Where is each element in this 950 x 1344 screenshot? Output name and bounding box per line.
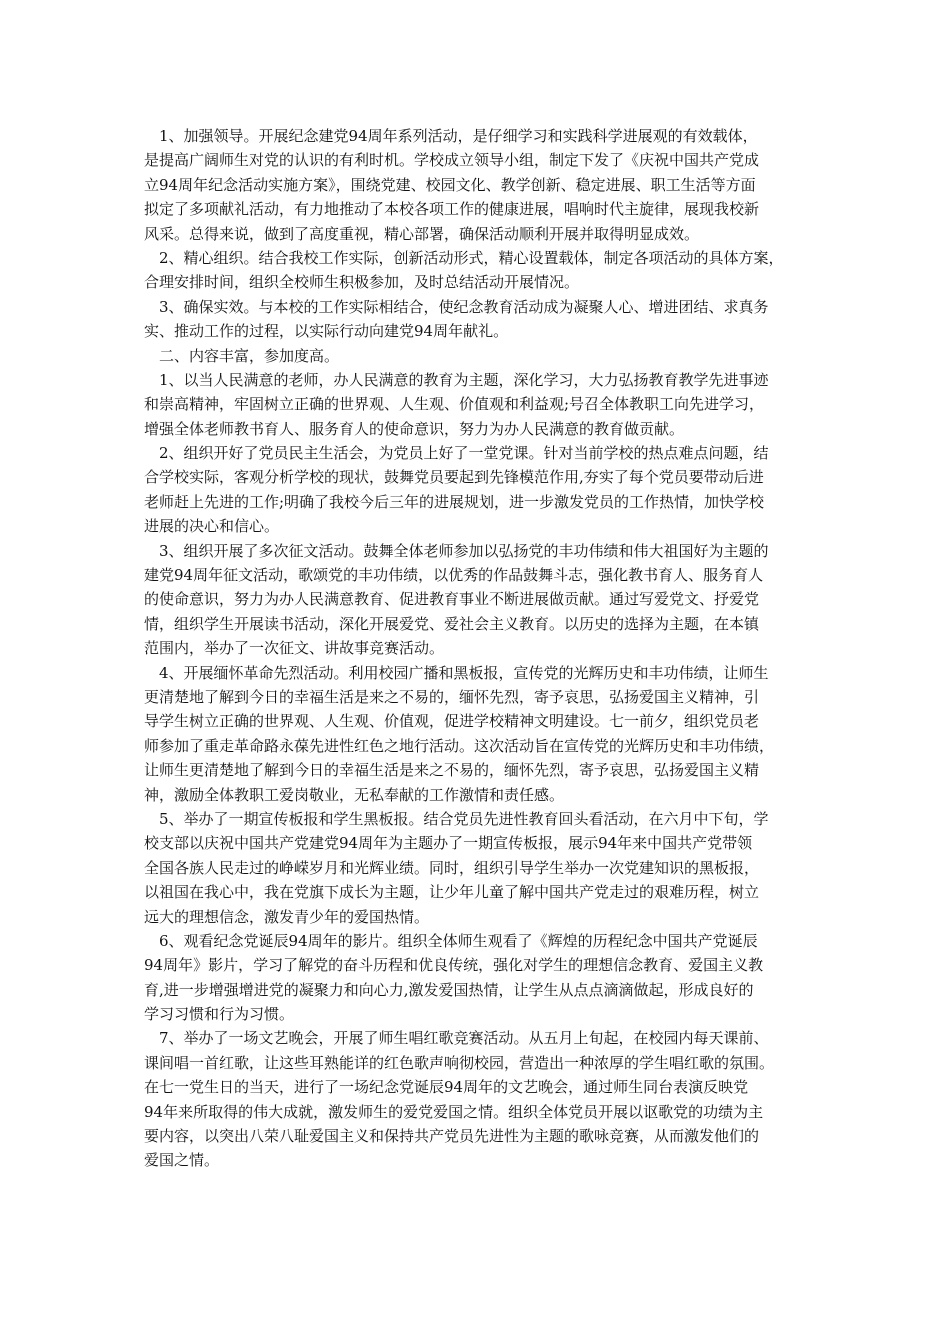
text-line: 是提高广阔师生对党的认识的有利时机。学校成立领导小组，制定下发了《庆祝中国共产党成	[144, 151, 760, 170]
paragraph	[144, 1026, 816, 1172]
paragraph	[144, 807, 816, 929]
text-line: 3、组织开展了多次征文活动。鼓舞全体老师参加以弘扬党的丰功伟绩和伟大祖国好为主题的	[144, 541, 769, 560]
text-line: 全国各族人民走过的峥嵘岁月和光辉业绩。同时，组织引导学生举办一次党建知识的黑板报，	[144, 858, 760, 877]
text-line: 在七一党生日的当天，进行了一场纪念党诞辰94周年的文艺晚会，通过师生同台表演反映党	[144, 1078, 749, 1097]
text-line: 更清楚地了解到今日的幸福生活是来之不易的，缅怀先烈，寄予哀思，弘扬爱国主义精神，引	[144, 687, 760, 706]
text-line: 立94周年纪念活动实施方案》，围绕党建、校园文化、教学创新、稳定进展、职工生活等方面	[144, 175, 756, 194]
text-line: 94年来所取得的伟大成就，激发师生的爱党爱国之情。组织全体党员开展以讴歌党的功绩为主	[144, 1102, 764, 1121]
text-line: 94周年》影片，学习了解党的奋斗历程和优良传统，强化对学生的理想信念教育、爱国主义教	[144, 956, 764, 975]
text-line: 7、举办了一场文艺晚会，开展了师生唱红歌竞赛活动。从五月上旬起，在校园内每天课前、	[144, 1029, 769, 1048]
text-line: 神，激励全体教职工爱岗敬业，无私奉献的工作激情和责任感。	[144, 785, 565, 804]
text-line: 5、举办了一期宣传板报和学生黑板报。结合党员先进性教育回头看活动，在六月中下旬，学	[144, 809, 769, 828]
text-line: 的使命意识，努力为办人民满意教育、促进教育事业不断进展做贡献。通过写爱党文、抒爱党	[144, 590, 760, 609]
text-line: 学习习惯和行为习惯。	[144, 1005, 295, 1024]
text-line: 要内容，以突出八荣八耻爱国主义和保持共产党员先进性为主题的歌咏竞赛，从而激发他们的	[144, 1127, 760, 1146]
text-line: 师参加了重走革命路永葆先进性红色之地行活动。这次活动旨在宣传党的光辉历史和丰功伟绩，	[144, 736, 775, 755]
text-line: 和崇高精神，牢固树立正确的世界观、人生观、价值观和利益观;号召全体教职工向先进学习，	[144, 395, 765, 414]
text-line: 4、开展缅怀革命先烈活动。利用校园广播和黑板报，宣传党的光辉历史和丰功伟绩，让师生	[144, 663, 769, 682]
text-line: 远大的理想信念，激发青少年的爱国热情。	[144, 907, 430, 926]
text-line: 二、内容丰富，参加度高。	[144, 346, 340, 365]
text-line: 老师赶上先进的工作;明确了我校今后三年的进展规划，进一步激发党员的工作热情，加快学校	[144, 492, 765, 511]
text-line: 课间唱一首红歌，让这些耳熟能详的红色歌声响彻校园，营造出一种浓厚的学生唱红歌的氛围。	[144, 1053, 775, 1072]
text-line: 实、推动工作的过程，以实际行动向建党94周年献礼。	[144, 322, 509, 341]
paragraph	[144, 295, 816, 344]
text-line: 拟定了多项献礼活动，有力地推动了本校各项工作的健康进展，唱响时代主旋律，展现我校新	[144, 200, 760, 219]
text-line: 育,进一步增强增进党的凝聚力和向心力,激发爱国热情，让学生从点点滴滴做起，形成良好的	[144, 980, 754, 999]
paragraph	[144, 929, 816, 1027]
text-line: 范围内，举办了一次征文、讲故事竞赛活动。	[144, 639, 445, 658]
text-line: 让师生更清楚地了解到今日的幸福生活是来之不易的，缅怀先烈，寄予哀思，弘扬爱国主义精	[144, 761, 760, 780]
text-line: 3、确保实效。与本校的工作实际相结合，使纪念教育活动成为凝聚人心、增进团结、求真务	[144, 297, 769, 316]
paragraph	[144, 661, 816, 807]
text-line: 6、观看纪念党诞辰94周年的影片。组织全体师生观看了《辉煌的历程纪念中国共产党诞辰	[144, 931, 758, 950]
paragraph	[144, 441, 816, 539]
text-line: 增强全体老师教书育人、服务育人的使命意识，努力为办人民满意的教育做贡献。	[144, 419, 685, 438]
text-line: 以祖国在我心中，我在党旗下成长为主题，让少年儿童了解中国共产党走过的艰难历程，树立	[144, 883, 760, 902]
text-line: 1、以当人民满意的老师，办人民满意的教育为主题，深化学习，大力弘扬教育教学先进事迹	[144, 370, 769, 389]
paragraph	[144, 344, 816, 368]
text-line: 建党94周年征文活动，歌颂党的丰功伟绩，以优秀的作品鼓舞斗志，强化教书育人、服务育人	[144, 566, 764, 585]
paragraph	[144, 124, 816, 246]
text-line: 风采。总得来说，做到了高度重视，精心部署，确保活动顺利开展并取得明显成效。	[144, 224, 700, 243]
text-line: 2、组织开好了党员民主生活会，为党员上好了一堂党课。针对当前学校的热点难点问题，结	[144, 444, 769, 463]
text-line: 进展的决心和信心。	[144, 517, 280, 536]
paragraph	[144, 539, 816, 661]
text-line: 合学校实际，客观分析学校的现状，鼓舞党员要起到先锋模范作用,夯实了每个党员要带动后进	[144, 468, 764, 487]
paragraph	[144, 368, 816, 441]
text-line: 导学生树立正确的世界观、人生观、价值观，促进学校精神文明建设。七一前夕，组织党员老	[144, 712, 760, 731]
text-line: 情，组织学生开展读书活动，深化开展爱党、爱社会主义教育。以历史的选择为主题，在本镇	[144, 614, 760, 633]
text-line: 1、加强领导。开展纪念建党94周年系列活动，是仔细学习和实践科学进展观的有效载体，	[144, 127, 758, 145]
document-body	[144, 124, 816, 1173]
text-line: 校支部以庆祝中国共产党建党94周年为主题办了一期宣传板报，展示94年来中国共产党带领	[144, 834, 753, 853]
paragraph	[144, 246, 816, 295]
text-line: 爱国之情。	[144, 1151, 220, 1170]
text-line: 合理安排时间，组织全校师生积极参加，及时总结活动开展情况。	[144, 273, 580, 292]
text-line: 2、精心组织。结合我校工作实际，创新活动形式，精心设置载体，制定各项活动的具体方案，	[144, 248, 784, 267]
